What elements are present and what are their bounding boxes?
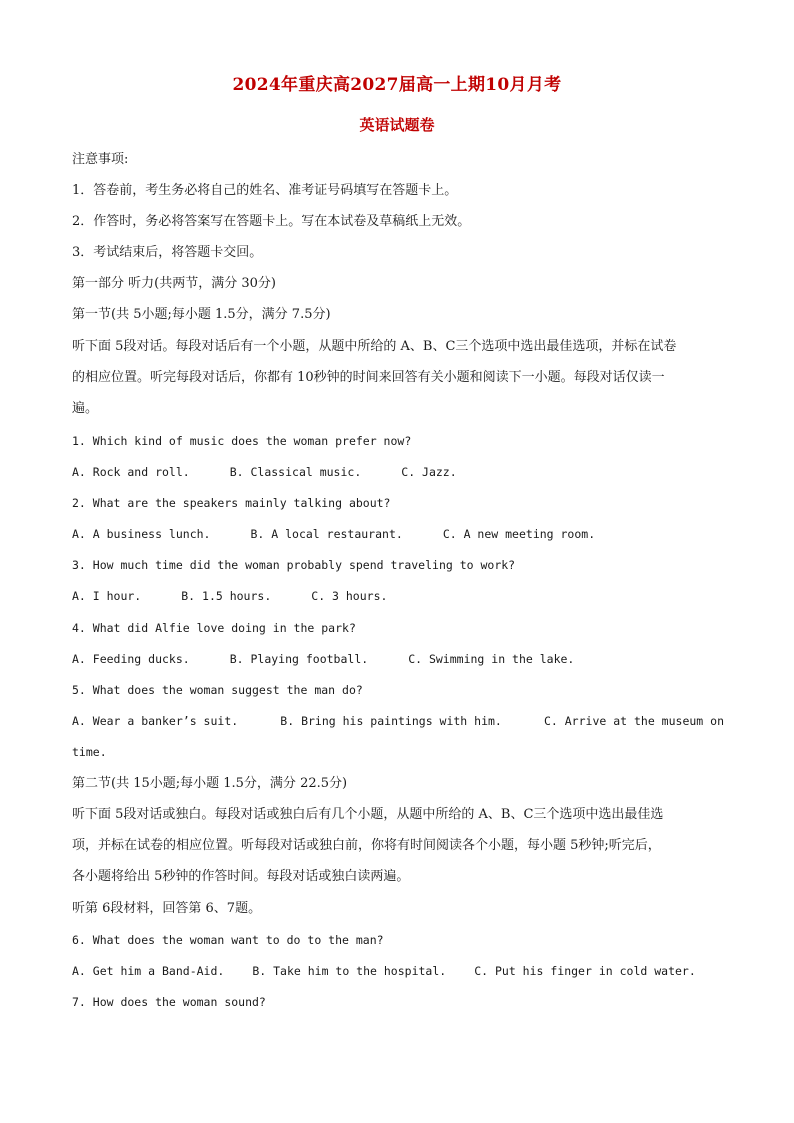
- question-2-options: [72, 525, 724, 543]
- option-a: A. I hour.: [72, 589, 142, 603]
- notice-heading: 注意事项:: [72, 152, 129, 167]
- option-b: B. Bring his paintings with him.: [280, 714, 502, 728]
- notice-item: 2．作答时，务必将答案写在答题卡上。写在本试卷及草稿纸上无效。: [72, 214, 471, 229]
- question-5: 5. What does the woman suggest the man do?: [72, 683, 363, 697]
- question-6-options: [72, 962, 724, 980]
- question-1: 1. Which kind of music does the woman prefer now?: [72, 434, 412, 448]
- option-c: C. 3 hours.: [311, 589, 388, 603]
- question-2: 2. What are the speakers mainly talking about?: [72, 496, 391, 510]
- option-c: C. Arrive at the museum on: [543, 714, 724, 728]
- question-4: 4. What did Alfie love doing in the park?: [72, 621, 356, 635]
- part1-heading: 第一部分 听力(共两节，满分 30分): [72, 276, 276, 291]
- option-b: B. Take him to the hospital.: [252, 964, 447, 978]
- section1-instruction: 遍。: [72, 401, 99, 416]
- question-7: 7. How does the woman sound?: [72, 995, 266, 1009]
- option-c: C. Jazz.: [401, 465, 457, 479]
- question-3-options: [72, 587, 724, 605]
- section2-instruction: 听下面 5段对话或独白。每段对话或独白后有几个小题，从题中所给的 A、B、C三个选项中选出最佳选: [72, 807, 664, 822]
- section1-instruction: 听下面 5段对话。每段对话后有一个小题，从题中所给的 A、B、C三个选项中选出最佳选项，并标在试卷: [72, 339, 677, 354]
- section1-instruction: 的相应位置。听完每段对话后，你都有 10秒钟的时间来回答有关小题和阅读下一小题。每段对话仅读一: [72, 370, 665, 385]
- question-5-continuation: time.: [72, 745, 107, 759]
- option-c: C. A new meeting room.: [442, 527, 596, 541]
- option-b: B. A local restaurant.: [250, 527, 403, 541]
- question-1-options: [72, 463, 724, 481]
- option-b: B. Playing football.: [229, 652, 369, 666]
- question-5-options: [72, 712, 724, 730]
- notice-item: 1．答卷前，考生务必将自己的姓名、准考证号码填写在答题卡上。: [72, 183, 458, 198]
- notice-item: 3．考试结束后，将答题卡交回。: [72, 245, 263, 260]
- exam-title: 2024年重庆高2027届高一上期10月月考: [232, 75, 562, 95]
- section2-instruction: 项，并标在试卷的相应位置。听每段对话或独白前，你将有时间阅读各个小题，每小题 5秒钟;听完后，: [72, 838, 661, 853]
- option-b: B. Classical music.: [229, 465, 362, 479]
- option-a: A. Rock and roll.: [72, 465, 190, 479]
- option-c: C. Swimming in the lake.: [408, 652, 575, 666]
- exam-subtitle: 英语试题卷: [359, 116, 435, 134]
- option-a: A. Feeding ducks.: [72, 652, 190, 666]
- question-3: 3. How much time did the woman probably spend traveling to work?: [72, 558, 516, 572]
- section2-instruction: 各小题将给出 5秒钟的作答时间。每段对话或独白读两遍。: [72, 869, 410, 884]
- option-a: A. A business lunch.: [72, 527, 211, 541]
- section1-heading: 第一节(共 5小题;每小题 1.5分，满分 7.5分): [72, 307, 331, 322]
- option-b: B. 1.5 hours.: [181, 589, 272, 603]
- material-note: 听第 6段材料，回答第 6、7题。: [72, 901, 262, 916]
- question-6: 6. What does the woman want to do to the man?: [72, 933, 384, 947]
- section2-heading: 第二节(共 15小题;每小题 1.5分，满分 22.5分): [72, 776, 348, 791]
- option-c: C. Put his finger in cold water.: [474, 964, 696, 978]
- option-a: A. Get him a Band-Aid.: [72, 964, 225, 978]
- option-a: A. Wear a banker’s suit.: [72, 714, 239, 728]
- question-4-options: [72, 650, 724, 668]
